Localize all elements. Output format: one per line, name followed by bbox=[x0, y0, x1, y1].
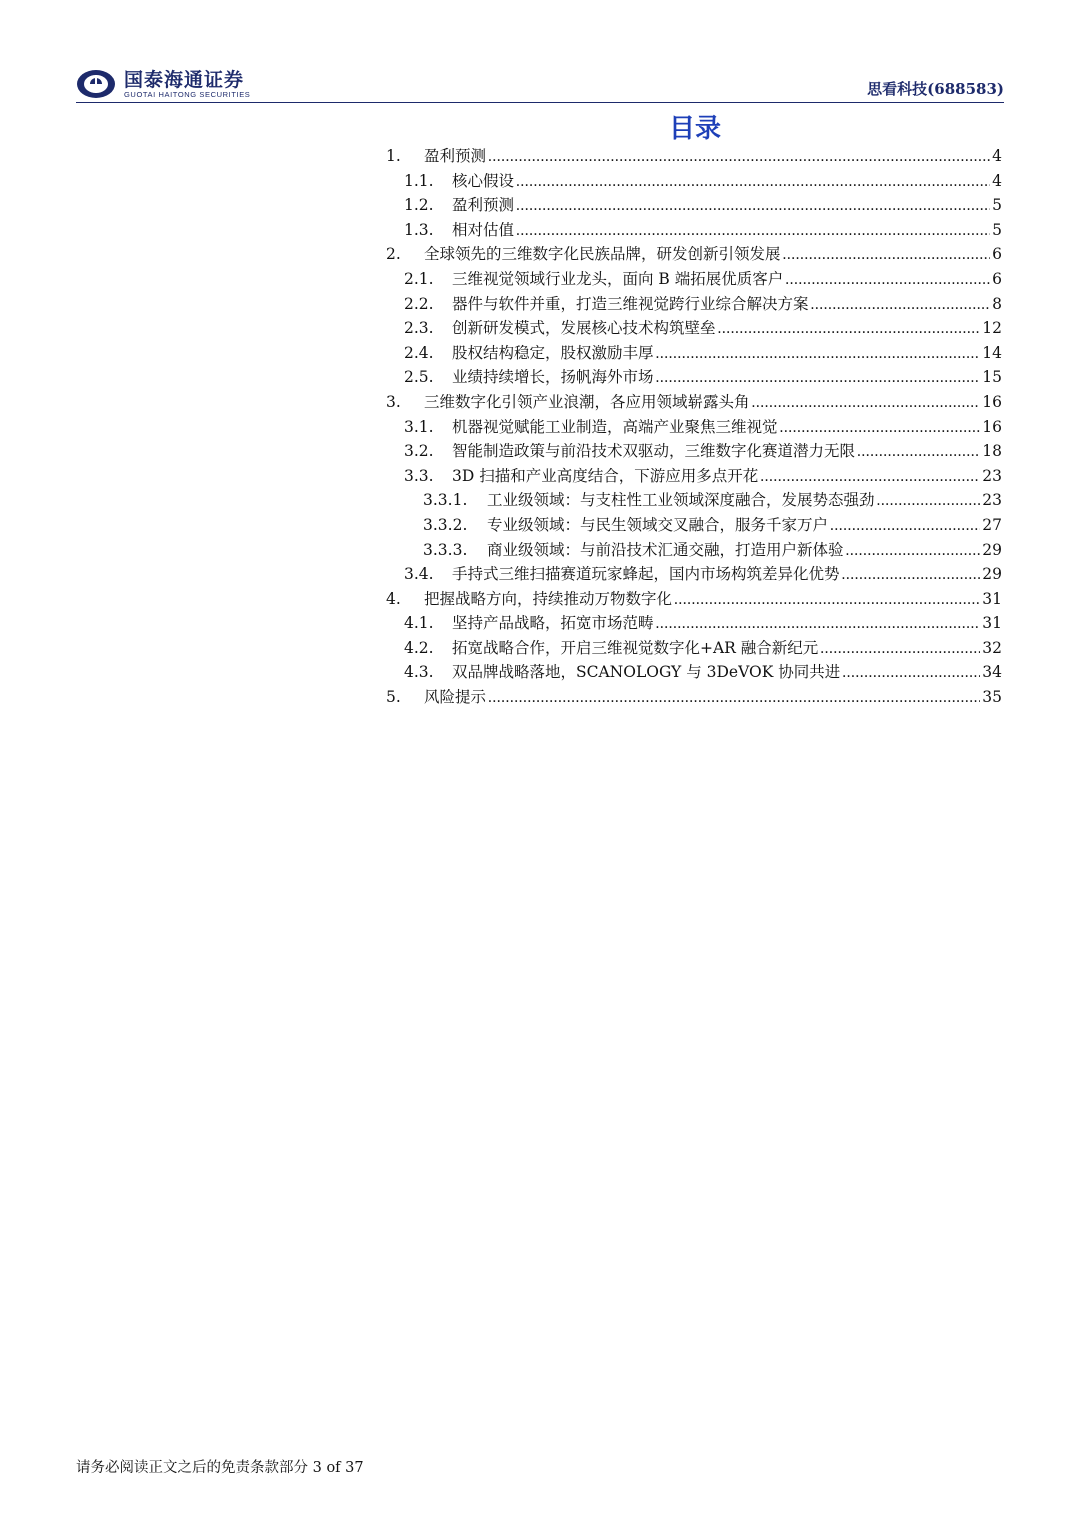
toc-dot-leader bbox=[516, 222, 990, 240]
toc-entry-number: 1.3. bbox=[404, 220, 434, 239]
toc-entry-label: 盈利预测 bbox=[424, 147, 487, 165]
toc-dot-leader bbox=[760, 468, 980, 486]
toc-dot-leader bbox=[752, 394, 981, 412]
toc-entry-number: 3.3.3. bbox=[423, 540, 468, 559]
toc-entry-number: 1.2. bbox=[404, 196, 434, 215]
toc-entry[interactable] bbox=[386, 365, 1002, 390]
toc-entry[interactable] bbox=[386, 341, 1002, 366]
toc-entry-number: 2.1. bbox=[404, 269, 434, 288]
toc-entry-page: 27 bbox=[982, 515, 1002, 534]
toc-entry-number: 3.3. bbox=[404, 466, 434, 485]
toc-entry-page: 16 bbox=[982, 417, 1002, 436]
toc-entry-page: 8 bbox=[992, 294, 1002, 313]
toc-entry[interactable] bbox=[386, 488, 1002, 513]
toc-entry[interactable] bbox=[386, 316, 1002, 341]
toc-dot-leader bbox=[785, 271, 990, 289]
toc-entry-label: 全球领先的三维数字化民族品牌，研发创新引领发展 bbox=[424, 245, 781, 264]
toc-entry-label: 把握战略方向，持续推动万物数字化 bbox=[424, 589, 673, 608]
toc-dot-leader bbox=[656, 615, 981, 633]
toc-entry-label: 双品牌战略落地，SCANOLOGY 与 3DeVOK 协同共进 bbox=[452, 663, 841, 682]
toc-entry-number: 5. bbox=[386, 688, 401, 707]
toc-dot-leader bbox=[488, 148, 990, 166]
table-of-contents bbox=[386, 144, 1002, 710]
toc-entry-number: 2.3. bbox=[404, 319, 434, 338]
toc-entry-number: 3.1. bbox=[404, 417, 434, 436]
toc-entry[interactable] bbox=[386, 562, 1002, 587]
toc-entry-label: 3D 扫描和产业高度结合，下游应用多点开花 bbox=[452, 466, 759, 485]
toc-entry-number: 3. bbox=[386, 392, 401, 411]
page-header bbox=[76, 68, 1004, 103]
toc-entry-number: 2. bbox=[386, 245, 401, 264]
toc-entry-label: 器件与软件并重，打造三维视觉跨行业综合解决方案 bbox=[452, 294, 809, 313]
toc-entry-page: 31 bbox=[982, 614, 1002, 633]
guotai-haitong-logo-icon bbox=[76, 69, 116, 99]
toc-entry-label: 风险提示 bbox=[424, 688, 487, 707]
toc-entry[interactable] bbox=[386, 242, 1002, 267]
toc-entry-label: 业绩持续增长，扬帆海外市场 bbox=[452, 368, 654, 387]
toc-entry[interactable] bbox=[386, 267, 1002, 292]
toc-dot-leader bbox=[857, 443, 980, 461]
page-footer: 请务必阅读正文之后的免责条款部分 3 of 37 bbox=[76, 1460, 364, 1476]
toc-entry-number: 1.1. bbox=[404, 171, 434, 190]
toc-dot-leader bbox=[516, 197, 990, 215]
toc-entry[interactable] bbox=[386, 292, 1002, 317]
toc-entry-label: 机器视觉赋能工业制造，高端产业聚焦三维视觉 bbox=[452, 417, 778, 436]
toc-entry[interactable] bbox=[386, 169, 1002, 194]
toc-entry-number: 2.5. bbox=[404, 368, 434, 387]
toc-entry-number: 1. bbox=[386, 147, 401, 165]
toc-entry[interactable] bbox=[386, 218, 1002, 243]
logo-english-name: GUOTAI HAITONG SECURITIES bbox=[124, 89, 251, 99]
toc-dot-leader bbox=[718, 320, 981, 338]
toc-entry-page: 6 bbox=[992, 245, 1002, 264]
toc-entry-label: 盈利预测 bbox=[452, 196, 515, 215]
toc-entry-label: 三维数字化引领产业浪潮，各应用领域崭露头角 bbox=[424, 392, 750, 411]
toc-entry-page: 23 bbox=[982, 491, 1002, 510]
toc-entry-label: 专业级领域：与民生领域交叉融合，服务千家万户 bbox=[487, 515, 829, 534]
toc-entry[interactable] bbox=[386, 636, 1002, 661]
company-ticker: 思看科技(688583) bbox=[867, 80, 1004, 98]
toc-entry-page: 14 bbox=[982, 343, 1002, 362]
toc-dot-leader bbox=[842, 566, 981, 584]
toc-title: 目录 bbox=[668, 114, 721, 144]
toc-dot-leader bbox=[656, 369, 981, 387]
toc-dot-leader bbox=[830, 517, 980, 535]
toc-entry-number: 3.3.1. bbox=[423, 491, 468, 510]
toc-entry-number: 3.4. bbox=[404, 565, 434, 584]
toc-entry[interactable] bbox=[386, 439, 1002, 464]
toc-entry-page: 29 bbox=[982, 540, 1002, 559]
toc-dot-leader bbox=[846, 542, 981, 560]
toc-entry-page: 6 bbox=[992, 269, 1002, 288]
toc-entry-page: 5 bbox=[992, 196, 1002, 215]
toc-dot-leader bbox=[516, 173, 990, 191]
toc-entry-page: 4 bbox=[992, 147, 1002, 165]
toc-entry-page: 31 bbox=[982, 589, 1002, 608]
toc-entry-number: 3.3.2. bbox=[423, 515, 468, 534]
toc-entry-page: 16 bbox=[982, 392, 1002, 411]
toc-entry[interactable] bbox=[386, 513, 1002, 538]
toc-entry-label: 拓宽战略合作，开启三维视觉数字化+AR 融合新纪元 bbox=[452, 638, 819, 657]
toc-entry[interactable] bbox=[386, 587, 1002, 612]
toc-entry-number: 4.2. bbox=[404, 638, 434, 657]
toc-entry-label: 工业级领域：与支柱性工业领域深度融合，发展势态强劲 bbox=[487, 491, 875, 510]
toc-entry-label: 创新研发模式，发展核心技术构筑壁垒 bbox=[452, 319, 716, 338]
toc-entry-label: 相对估值 bbox=[452, 220, 515, 239]
toc-entry[interactable] bbox=[386, 144, 1002, 169]
toc-entry-label: 手持式三维扫描赛道玩家蜂起，国内市场构筑差异化优势 bbox=[452, 565, 840, 584]
toc-dot-leader bbox=[842, 664, 980, 682]
toc-entry-label: 坚持产品战略，拓宽市场范畴 bbox=[452, 614, 654, 633]
toc-entry[interactable] bbox=[386, 390, 1002, 415]
toc-entry-number: 4.3. bbox=[404, 663, 434, 682]
toc-entry-page: 4 bbox=[992, 171, 1002, 190]
toc-entry-number: 2.2. bbox=[404, 294, 434, 313]
toc-dot-leader bbox=[656, 345, 981, 363]
toc-entry-number: 3.2. bbox=[404, 442, 434, 461]
toc-entry-label: 智能制造政策与前沿技术双驱动，三维数字化赛道潜力无限 bbox=[452, 442, 856, 461]
toc-dot-leader bbox=[488, 689, 980, 707]
toc-dot-leader bbox=[783, 246, 991, 264]
toc-dot-leader bbox=[877, 492, 981, 510]
toc-entry-number: 2.4. bbox=[404, 343, 434, 362]
toc-entry[interactable] bbox=[386, 660, 1002, 685]
toc-entry-page: 18 bbox=[982, 442, 1002, 461]
toc-entry-label: 三维视觉领域行业龙头，面向 B 端拓展优质客户 bbox=[452, 269, 784, 288]
toc-entry-label: 核心假设 bbox=[452, 171, 515, 190]
toc-entry-page: 32 bbox=[982, 638, 1002, 657]
toc-entry[interactable] bbox=[386, 538, 1002, 563]
toc-entry-page: 15 bbox=[982, 368, 1002, 387]
toc-entry[interactable] bbox=[386, 611, 1002, 636]
toc-entry-page: 12 bbox=[982, 319, 1002, 338]
toc-dot-leader bbox=[780, 419, 981, 437]
toc-dot-leader bbox=[674, 591, 980, 609]
toc-entry-number: 4. bbox=[386, 589, 401, 608]
toc-entry[interactable] bbox=[386, 464, 1002, 489]
toc-entry-page: 23 bbox=[982, 466, 1002, 485]
toc-entry[interactable] bbox=[386, 685, 1002, 710]
toc-entry[interactable] bbox=[386, 415, 1002, 440]
toc-entry-page: 34 bbox=[982, 663, 1002, 682]
toc-entry[interactable] bbox=[386, 193, 1002, 218]
company-logo bbox=[76, 68, 250, 100]
toc-entry-page: 35 bbox=[982, 688, 1002, 707]
logo-chinese-name: 国泰海通证券 bbox=[124, 68, 245, 91]
toc-dot-leader bbox=[820, 640, 980, 658]
toc-entry-page: 5 bbox=[992, 220, 1002, 239]
toc-entry-number: 4.1. bbox=[404, 614, 434, 633]
toc-entry-label: 商业级领域：与前沿技术汇通交融，打造用户新体验 bbox=[487, 540, 844, 559]
toc-entry-page: 29 bbox=[982, 565, 1002, 584]
toc-entry-label: 股权结构稳定，股权激励丰厚 bbox=[452, 343, 654, 362]
toc-dot-leader bbox=[811, 296, 991, 314]
